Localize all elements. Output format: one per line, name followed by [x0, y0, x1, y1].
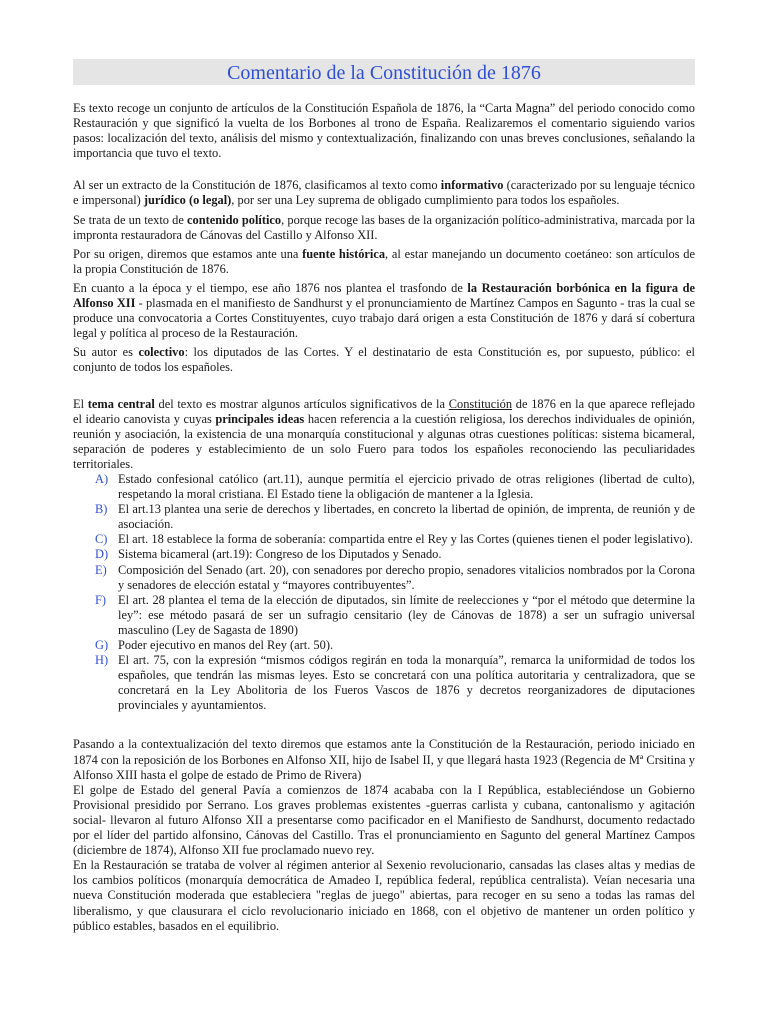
list-item: H) El art. 75, con la expresión “mismos códigos regirán en toda la monarquía”, remarca la uniformidad de todos los españoles, que tendrán las mismas leyes. Esto se concretará con una política autoritaria y centralizadora, que se concretará en la Ley Abolitoria de los Fueros Vascos de 1876 y decretos reorganizadores de diputaciones provinciales y ayuntamientos. [95, 653, 695, 713]
author-paragraph: Su autor es colectivo: los diputados de las Cortes. Y el destinatario de esta Constitución es, por supuesto, público: el conjunto de todos los españoles. [73, 345, 695, 375]
origin-paragraph: Por su origen, diremos que estamos ante una fuente histórica, al estar manejando un documento coetáneo: son artículos de la propia Constitución de 1876. [73, 246, 695, 276]
list-item: B) El art.13 plantea una serie de derechos y libertades, en concreto la libertad de opinión, de imprenta, de reunión y de asociación. [95, 502, 695, 532]
theme-paragraph: El tema central del texto es mostrar algunos artículos significativos de la Constitución de 1876 en la que aparece reflejado el ideario canovista y cuyas principales ideas hacen referencia a la cuestión religiosa, los derechos individuales de opinión, reunión y asociación, la existencia de una monarquía constitucional y algunas otras cuestiones políticas: sistema bicameral, separación de poderes y establecimiento de un solo Fuero para todos los españoles reconociendo las peculiaridades territoriales. [73, 396, 696, 471]
title-bar [73, 59, 695, 85]
context-paragraph: Pasando a la contextualización del texto diremos que estamos ante la Constitución de la Restauración, periodo iniciado en 1874 con la reposición de los Borbones en Alfonso XII, hijo de Isabel II, y que llegará hasta 1923 (Regencia de Mª Crsitina y Alfonso XIII hasta el golpe de estado de Primo de Rivera) [73, 737, 695, 782]
classification-paragraph: Al ser un extracto de la Constitución de 1876, clasificamos al texto como informativo (caracterizado por su lenguaje técnico e impersonal) jurídico (o legal), por ser una Ley suprema de obligado cumplimiento para todos los españoles. [73, 178, 695, 208]
document-title: Comentario de la Constitución de 1876 [227, 62, 541, 84]
pavia-paragraph: El golpe de Estado del general Pavía a comienzos de 1874 acababa con la I República, estableciéndose un Gobierno Provisional presidido por Serrano. Los graves problemas existentes -guerras carlista y cubana, cantonalismo y agitación social- llevaron al futuro Alfonso XII a presentarse como pacificador en el Manifiesto de Sandhurst, documento redactado por el líder del partido alfonsino, Cánovas del Castillo. Tras el pronunciamiento en Sagunto del general Martínez Campos (diciembre de 1874), Alfonso XII fue proclamado nuevo rey. [73, 782, 695, 858]
epoch-paragraph: En cuanto a la época y el tiempo, ese año 1876 nos plantea el trasfondo de la Restauración borbónica en la figura de Alfonso XII - plasmada en el manifiesto de Sandhurst y el pronunciamiento de Martínez Campos en Sagunto - tras la cual se produce una convocatoria a Cortes Constituyentes, cuyo trabajo dará origen a esta Constitución de 1876 y dará sí cobertura legal y política al proceso de la Restauración. [73, 280, 696, 341]
list-item: G) Poder ejecutivo en manos del Rey (art. 50). [95, 638, 334, 652]
list-item: C) El art. 18 establece la forma de soberanía: compartida entre el Rey y las Cortes (quienes tienen el poder legislativo). [95, 532, 693, 547]
list-item: D) Sistema bicameral (art.19): Congreso de los Diputados y Senado. [95, 547, 442, 562]
restauracion-paragraph: En la Restauración se trataba de volver al régimen anterior al Sexenio revolucionario, cansadas las clases altas y medias de los cambios políticos (monarquía democrática de Amadeo I, república federal, república centralista). Veían necesaria una nueva Constitución moderada que estableciera "reglas de juego" abiertas, para recoger en su seno a todas las ramas del liberalismo, y que clausurara el ciclo revolucionario iniciado en 1868, con el objetivo de mantener un orden político y público estables, basados en el equilibrio. [73, 858, 695, 933]
context-section [73, 737, 695, 933]
list-item: A) Estado confesional católico (art.11), aunque permitía el ejercicio privado de otras religiones (libertad de culto), respetando la moral cristiana. El Estado tiene la obligación de mantener a la Iglesia. [95, 471, 695, 502]
content-paragraph: Se trata de un texto de contenido político, porque recoge las bases de la organización político-administrativa, marcada por la impronta restauradora de Cánovas del Castillo y Alfonso XII. [73, 212, 696, 242]
intro-paragraph: Es texto recoge un conjunto de artículos de la Constitución Española de 1876, la “Carta Magna” del periodo conocido como Restauración y que significó la vuelta de los Borbones al trono de España. Realizaremos el comentario siguiendo varios pasos: localización del texto, análisis del mismo y contextualización, finalizando con unas breves conclusiones, señalando la importancia que tuvo el texto. [73, 101, 695, 161]
document-body [73, 101, 695, 934]
articles-list [73, 472, 695, 714]
list-item: F) El art. 28 plantea el tema de la elección de diputados, sin límite de reelecciones y “por el método que determine la ley”: ese método pasará de ser un sufragio censitario (ley de Cánovas de 1878) a ser un sufragio universal masculino (Ley de Sagasta de 1890) [95, 592, 695, 637]
list-item: E) Composición del Senado (art. 20), con senadores por derecho propio, senadores vitalicios nombrados por la Corona y senadores de elección estatal y “mayores contribuyentes”. [95, 562, 695, 592]
